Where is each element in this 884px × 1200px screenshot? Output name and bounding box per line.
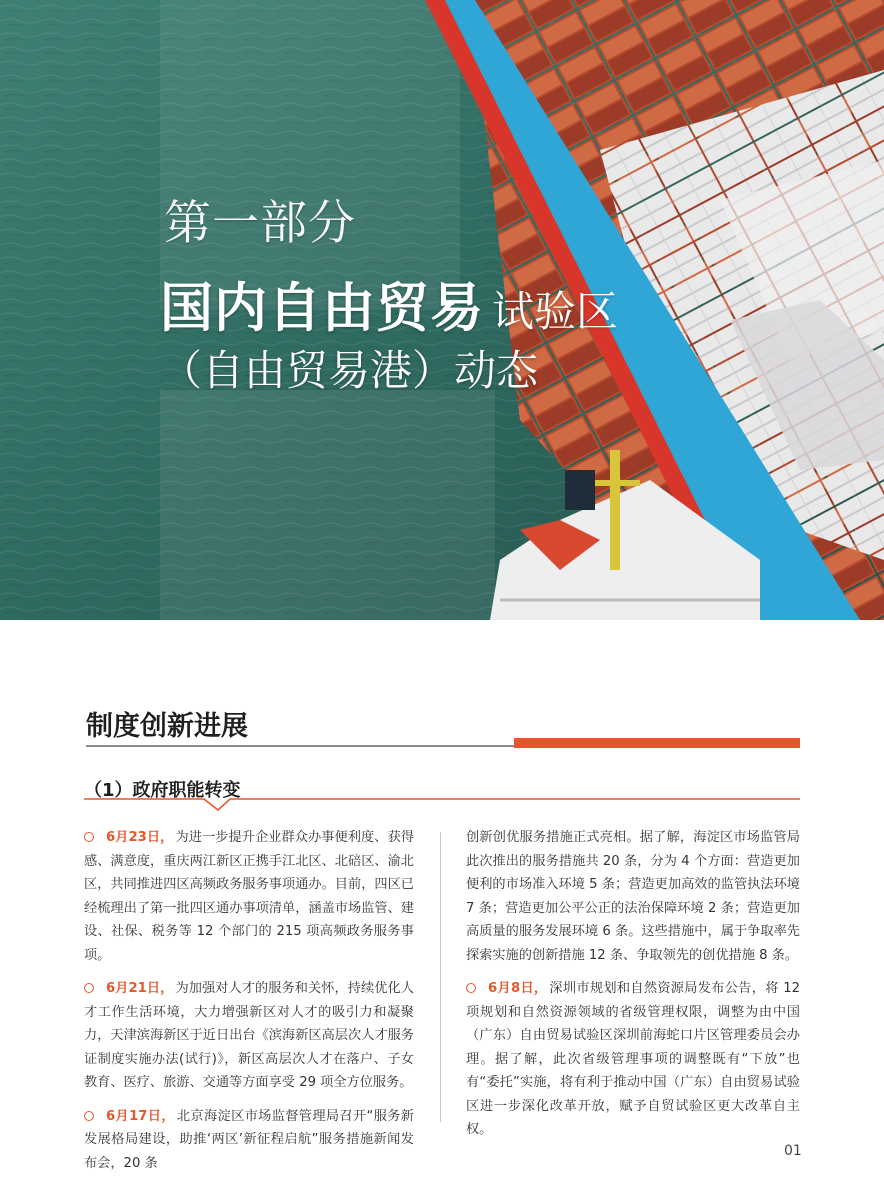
- circle-bullet-icon: [84, 1111, 94, 1121]
- circle-bullet-icon: [84, 983, 94, 993]
- entry-date: 6月8日，: [488, 981, 548, 996]
- entry-text: 深圳市规划和自然资源局发布公告，将 12 项规划和自然资源领域的省级管理权限，调整为由中国（广东）自由贸易试验区深圳前海蛇口片区管理委员会办理。据了解，此次省级管理事项的调整既有“下放”也有“委托”实施，将有利于推动中国（广东）自由贸易试验区进一步深化改革开放，赋予自贸试验区更大改革自主权。: [466, 981, 800, 1137]
- hero-title-thin: 试验区: [492, 287, 619, 336]
- hero-title-bold: 国内自由贸易: [160, 278, 484, 339]
- entry-text: 为进一步提升企业群众办事便利度、获得感、满意度，重庆两江新区正携手江北区、北碚区、渝北区，共同推进四区高频政务服务事项通办。目前，四区已经梳理出了第一批四区通办事项清单，涵盖市场监管、建设、社保、税务等 12 个部门的 215 项高频政务服务事项。: [84, 830, 415, 963]
- hero-title-line-1: [160, 266, 618, 342]
- circle-bullet-icon: [466, 983, 476, 993]
- part-label: 第一部分: [164, 196, 356, 251]
- hero-title-block: [160, 0, 680, 620]
- page-number: 01: [784, 1143, 802, 1159]
- news-entry: [84, 826, 414, 967]
- right-column: [466, 826, 800, 1152]
- hero-title-line-2: （自由贸易港）动态: [160, 346, 539, 395]
- left-column: [84, 826, 414, 1185]
- circle-bullet-icon: [84, 832, 94, 842]
- column-divider: [440, 832, 441, 1122]
- entry-text: 北京海淀区市场监督管理局召开“服务新发展格局建设，助推‘两区’新征程启航”服务措施新闻发布会，20 条: [84, 1108, 414, 1171]
- news-entry-continued: [466, 826, 800, 967]
- entry-date: 6月21日，: [106, 981, 174, 996]
- news-entry: [84, 977, 414, 1095]
- section-rule: [86, 745, 514, 747]
- entry-date: 6月23日，: [106, 830, 174, 845]
- subsection-rule: [84, 782, 802, 812]
- section-title: 制度创新进展: [86, 711, 248, 742]
- subsection-title: （1）政府职能转变: [84, 780, 241, 801]
- news-entry: [84, 1105, 414, 1176]
- news-entry: [466, 977, 800, 1142]
- section-rule-accent: [514, 738, 800, 748]
- entry-text: 创新创优服务措施正式亮相。据了解，海淀区市场监管局此次推出的服务措施共 20 条，分为 4 个方面：营造更加便利的市场准入环境 5 条；营造更加高效的监管执法环境 7 条；营造更加公平公正的法治保障环境 2 条；营造更加高质量的服务发展环境 6 条。这些措施中，属于争取率先探索实施的创新措施 12 条、争取领先的创优措施 8 条。: [466, 830, 800, 963]
- entry-text: 为加强对人才的服务和关怀，持续优化人才工作生活环境，大力增强新区对人才的吸引力和凝聚力，天津滨海新区于近日出台《滨海新区高层次人才服务证制度实施办法(试行)》，新区高层次人才在落户、子女教育、医疗、旅游、交通等方面享受 29 项全方位服务。: [84, 981, 415, 1090]
- entry-date: 6月17日，: [106, 1108, 175, 1124]
